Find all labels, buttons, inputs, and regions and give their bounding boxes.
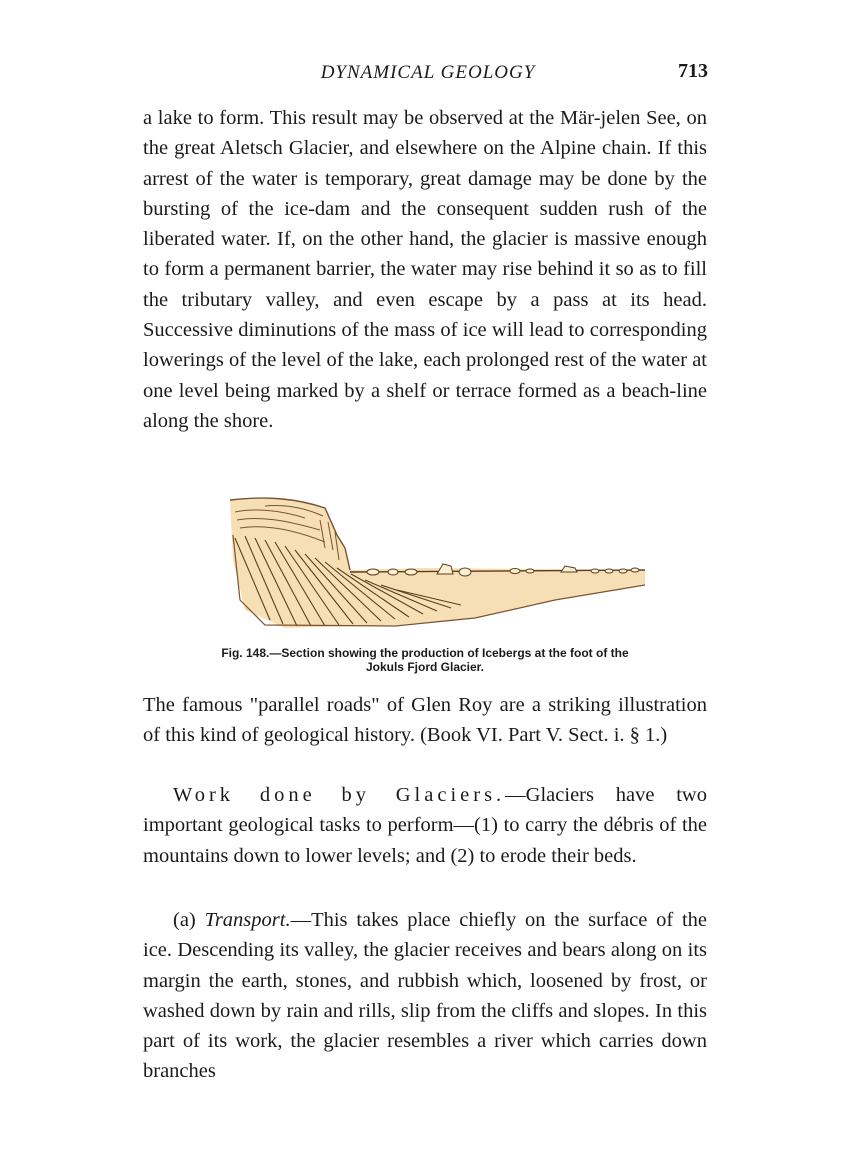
figure-caption — [190, 646, 660, 674]
paragraph-glen-roy: The famous "parallel roads" of Glen Roy are a striking illustration of this kind of geological history. (Book VI. Part V. Sect. i. § 1.) — [143, 694, 707, 747]
running-title: DYNAMICAL GEOLOGY — [320, 62, 536, 83]
caption-line-2: Jokuls Fjord Glacier. — [365, 660, 485, 674]
figure-iceberg-section — [225, 490, 655, 630]
section-heading-work-done: Work done by Glaciers. — [173, 784, 506, 806]
caption-line-1: Fig. 148.—Section showing the production of Icebergs at the foot of the — [221, 646, 629, 660]
paragraph-lake: a lake to form. This result may be observed at the Mär-jelen See, on the great Aletsch Glacier, and elsewhere on the Alpine chain. If this arrest of the water is temporary, great damage may be done by the bursting of the ice-dam and the consequent sudden rush of the liberated water. If, on the other hand, the glacier is massive enough to form a permanent barrier, the water may rise behind it so as to fill the tributary valley, and even escape by a pass at its head. Successive diminutions of the mass of ice will lead to corresponding lowerings of the level of the lake, each prolonged rest of the water at one level being marked by a shelf or terrace formed as a beach-line along the shore. — [143, 107, 707, 432]
paragraph-work-done-body: —Glaciers have two important geological tasks to perform—(1) to carry the débris of the mountains down to lower levels; and (2) to erode their beds. — [143, 784, 707, 867]
paragraph-work-done — [143, 780, 707, 871]
paragraph-transport — [143, 905, 707, 1087]
page-number: 713 — [678, 60, 708, 82]
iceberg-section-illustration — [225, 490, 655, 630]
transport-label: (a) — [173, 909, 196, 931]
paragraph-transport-body: —This takes place chiefly on the surface of the ice. Descending its valley, the glacier receives and bears along on its margin the earth, stones, and rubbish which, loosened by frost, or washed down by rain and rills, slip from the cliffs and slopes. In this part of its work, the glacier resembles a river which carries down branches — [143, 909, 707, 1083]
page-header — [142, 60, 714, 90]
subheading-transport: Transport. — [204, 909, 291, 931]
